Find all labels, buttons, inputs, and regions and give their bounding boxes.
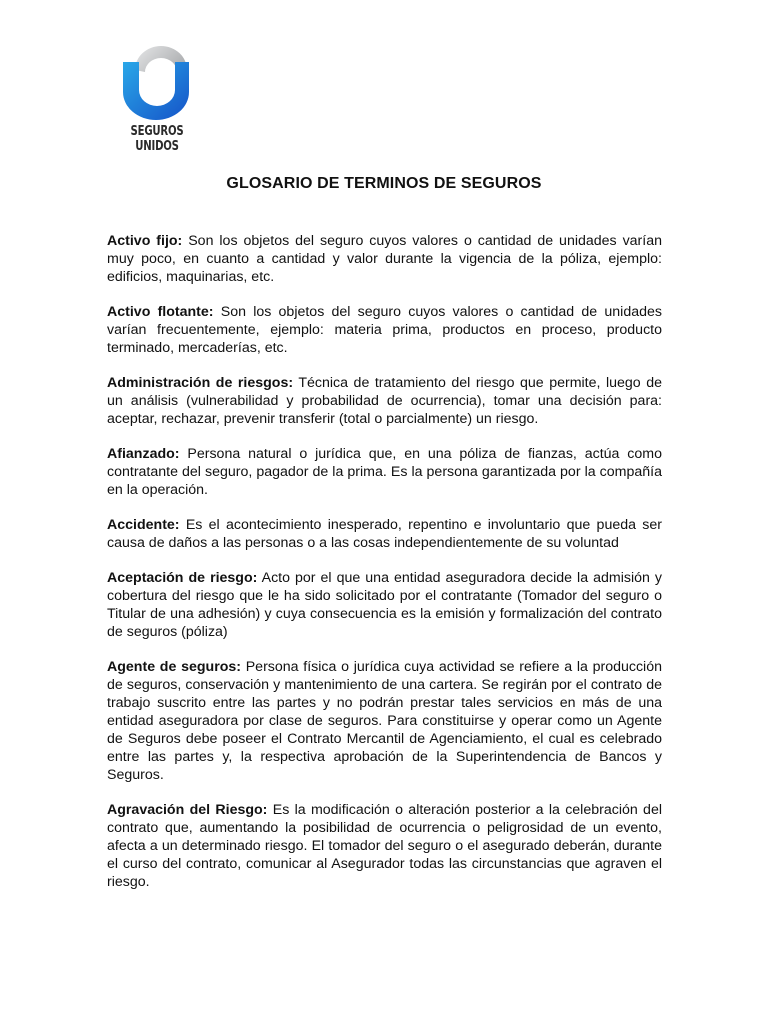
glossary-definition: Son los objetos del seguro cuyos valores o cantidad de unidades varían muy poco, en cuanto a cantidad y valor durante la vigencia de la póliza, ejemplo: edificios, maquinarias, etc. bbox=[107, 233, 662, 285]
glossary-definition: Es el acontecimiento inesperado, repentino e involuntario que pueda ser causa de daños a las personas o a las cosas independientemente de su voluntad bbox=[107, 517, 662, 551]
glossary-term: Afianzado: bbox=[107, 446, 180, 462]
logo-text: SEGUROS UNIDOS bbox=[130, 124, 184, 154]
glossary-definition: Son los objetos del seguro cuyos valores o cantidad de unidades varían frecuentemente, ejemplo: materia prima, productos en proceso, producto terminado, mercaderías, etc. bbox=[107, 304, 662, 356]
glossary-term: Activo flotante: bbox=[107, 304, 214, 320]
glossary-term: Aceptación de riesgo: bbox=[107, 570, 258, 586]
glossary-definition: Persona natural o jurídica que, en una póliza de fianzas, actúa como contratante del seguro, pagador de la prima. Es la persona garantizada por la compañía en la operación. bbox=[107, 446, 662, 498]
glossary-entry bbox=[107, 445, 662, 499]
page-title: GLOSARIO DE TERMINOS DE SEGUROS bbox=[226, 175, 542, 192]
glossary-definition: Acto por el que una entidad aseguradora decide la admisión y cobertura del riesgo que le ha sido solicitado por el contratante (Tomador del seguro o Titular de una adhesión) y cuya consecuencia es la emisión y formalización del contrato de seguros (póliza) bbox=[107, 570, 662, 640]
glossary-list bbox=[107, 232, 662, 908]
glossary-entry bbox=[107, 569, 662, 641]
glossary-entry bbox=[107, 374, 662, 428]
glossary-term: Administración de riesgos: bbox=[107, 375, 294, 391]
glossary-entry bbox=[107, 232, 662, 286]
glossary-term: Agravación del Riesgo: bbox=[107, 802, 268, 818]
glossary-term: Agente de seguros: bbox=[107, 659, 241, 675]
glossary-term: Accidente: bbox=[107, 517, 180, 533]
glossary-entry bbox=[107, 658, 662, 784]
logo-u-icon bbox=[105, 44, 209, 122]
glossary-term: Activo fijo: bbox=[107, 233, 183, 249]
glossary-definition: Técnica de tratamiento del riesgo que permite, luego de un análisis (vulnerabilidad y probabilidad de ocurrencia), tomar una decisión para: aceptar, rechazar, prevenir transferir (total o parcialmente) un riesgo. bbox=[107, 375, 662, 427]
glossary-entry bbox=[107, 801, 662, 891]
glossary-entry bbox=[107, 303, 662, 357]
seguros-unidos-logo bbox=[105, 44, 209, 154]
glossary-entry bbox=[107, 516, 662, 552]
glossary-definition: Persona física o jurídica cuya actividad se refiere a la producción de seguros, conservación y mantenimiento de una cartera. Se regirán por el contrato de trabajo suscrito entre las partes y no podrán prestar tales servicios en más de una entidad aseguradora por clase de seguros. Para constituirse y operar como un Agente de Seguros debe poseer el Contrato Mercantil de Agenciamiento, el cual es celebrado entre las partes y, la respectiva aprobación de la Superintendencia de Bancos y Seguros. bbox=[107, 659, 662, 783]
glossary-definition: Es la modificación o alteración posterior a la celebración del contrato que, aumentando la posibilidad de ocurrencia o peligrosidad de un evento, afecta a un determinado riesgo. El tomador del seguro o el asegurado deberán, durante el curso del contrato, comunicar al Asegurador todas las circunstancias que agraven el riesgo. bbox=[107, 802, 662, 890]
